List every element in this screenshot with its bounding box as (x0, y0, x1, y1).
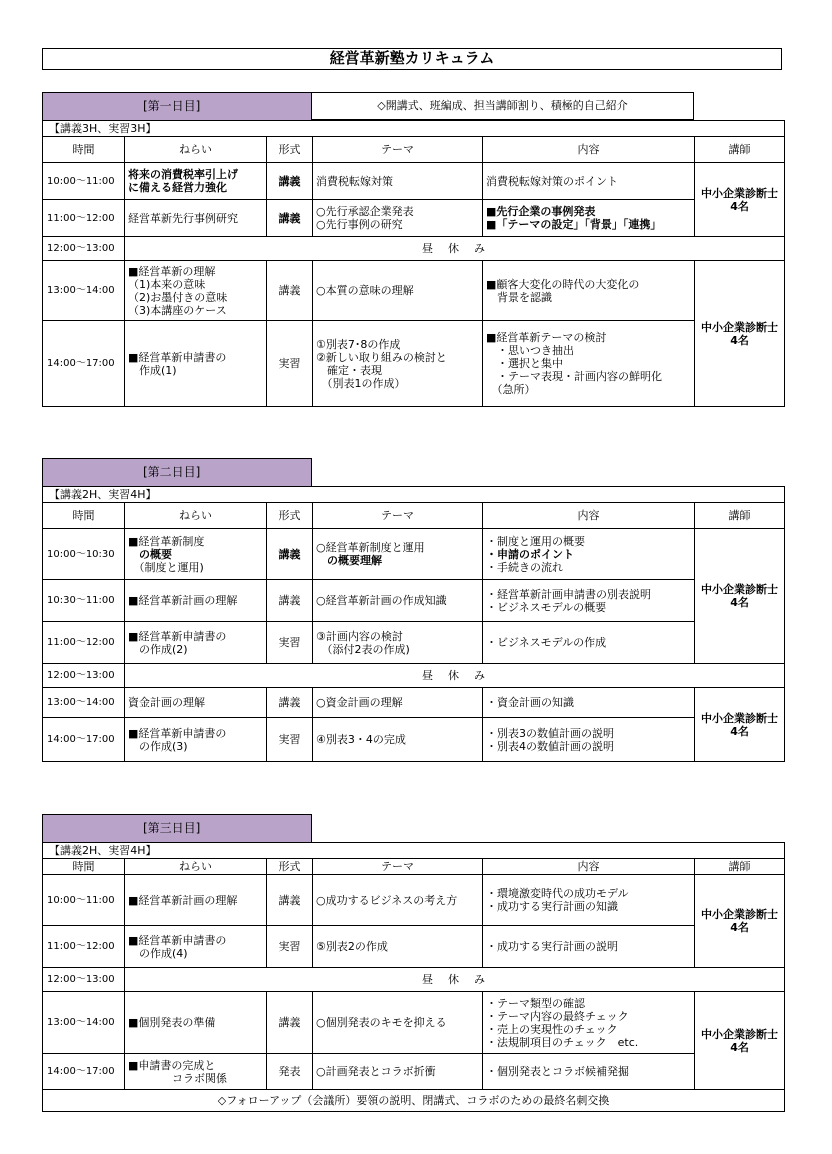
aim-cell: ■経営革新の理解 （1)本来の意味 （2)お墨付きの意味 （3)本講座のケース (125, 261, 267, 321)
table-row (43, 622, 785, 664)
lecturer-cell: 中小企業診断士 4名 (695, 529, 785, 664)
day2-table (42, 486, 785, 762)
table-row (43, 163, 785, 200)
theme-cell: ○成功するビジネスの考え方 (313, 875, 483, 926)
theme-cell: 消費税転嫁対策 (313, 163, 483, 200)
theme-cell: ③計画内容の検討 （添付2表の作成) (313, 622, 483, 664)
header-time: 時間 (43, 137, 125, 163)
time-cell: 11:00～12:00 (43, 200, 125, 237)
format-cell: 講義 (267, 875, 313, 926)
header-time: 時間 (43, 503, 125, 529)
header-theme: テーマ (313, 859, 483, 875)
page-title: 経営革新塾カリキュラム (42, 48, 782, 70)
header-content: 内容 (483, 859, 695, 875)
format-cell: 講義 (267, 580, 313, 622)
table-row (43, 580, 785, 622)
lecturer-cell: 中小企業診断士 4名 (695, 992, 785, 1090)
time-cell: 14:00～17:00 (43, 718, 125, 762)
header-aim: ねらい (125, 137, 267, 163)
theme-cell: ○資金計画の理解 (313, 688, 483, 718)
time-cell: 11:00～12:00 (43, 926, 125, 968)
format-cell: 実習 (267, 321, 313, 407)
content-cell: ■経営革新テーマの検討 ・思いつき抽出 ・選択と集中 ・テーマ表現・計画内容の鮮明化 （急所） (483, 321, 695, 407)
table-row (43, 875, 785, 926)
aim-cell: ■経営革新計画の理解 (125, 875, 267, 926)
aim-cell: ■経営革新申請書の の作成(2) (125, 622, 267, 664)
aim-cell: ■個別発表の準備 (125, 992, 267, 1054)
time-cell: 13:00～14:00 (43, 688, 125, 718)
aim-cell: ■経営革新制度 の概要 （制度と運用) (125, 529, 267, 580)
day1-label: [第一日目] (42, 92, 312, 120)
table-row (43, 688, 785, 718)
table-row (43, 1054, 785, 1090)
aim-cell: ■経営革新申請書の の作成(4) (125, 926, 267, 968)
time-cell: 13:00～14:00 (43, 261, 125, 321)
aim-cell: 資金計画の理解 (125, 688, 267, 718)
time-cell: 10:00～11:00 (43, 875, 125, 926)
table-row (43, 261, 785, 321)
header-time: 時間 (43, 859, 125, 875)
header-content: 内容 (483, 137, 695, 163)
time-cell: 11:00～12:00 (43, 622, 125, 664)
header-lecturer: 講師 (695, 503, 785, 529)
day2-label: [第二日目] (42, 458, 312, 486)
table-row (43, 529, 785, 580)
header-format: 形式 (267, 859, 313, 875)
content-cell: ・別表3の数値計画の説明 ・別表4の数値計画の説明 (483, 718, 695, 762)
format-cell: 実習 (267, 926, 313, 968)
theme-cell: ○本質の意味の理解 (313, 261, 483, 321)
aim-cell: ■経営革新計画の理解 (125, 580, 267, 622)
format-cell: 講義 (267, 529, 313, 580)
lecturer-cell: 中小企業診断士 4名 (695, 688, 785, 762)
header-lecturer: 講師 (695, 137, 785, 163)
content-cell: ■顧客大変化の時代の大変化の 背景を認識 (483, 261, 695, 321)
header-theme: テーマ (313, 137, 483, 163)
format-cell: 講義 (267, 688, 313, 718)
content-cell: ・制度と運用の概要 ・申請のポイント ・手続きの流れ (483, 529, 695, 580)
content-cell: ■先行企業の事例発表 ■「テーマの設定」「背景」「連携」 (483, 200, 695, 237)
lunch-cell: 昼 休 み (125, 664, 785, 688)
time-cell: 12:00～13:00 (43, 664, 125, 688)
format-cell: 実習 (267, 622, 313, 664)
content-cell: ・個別発表とコラボ候補発掘 (483, 1054, 695, 1090)
content-cell: 消費税転嫁対策のポイント (483, 163, 695, 200)
theme-cell: ④別表3・4の完成 (313, 718, 483, 762)
theme-cell: ⑤別表2の作成 (313, 926, 483, 968)
lunch-row (43, 237, 785, 261)
table-row (43, 321, 785, 407)
aim-cell: ■申請書の完成と コラボ関係 (125, 1054, 267, 1090)
time-cell: 10:00～11:00 (43, 163, 125, 200)
format-cell: 講義 (267, 163, 313, 200)
aim-cell: ■経営革新申請書の 作成(1) (125, 321, 267, 407)
header-theme: テーマ (313, 503, 483, 529)
lunch-cell: 昼 休 み (125, 237, 785, 261)
format-cell: 講義 (267, 992, 313, 1054)
header-content: 内容 (483, 503, 695, 529)
lunch-cell: 昼 休 み (125, 968, 785, 992)
time-cell: 10:00～10:30 (43, 529, 125, 580)
header-format: 形式 (267, 137, 313, 163)
header-aim: ねらい (125, 859, 267, 875)
format-cell: 講義 (267, 200, 313, 237)
time-cell: 12:00～13:00 (43, 968, 125, 992)
theme-cell: ○経営革新計画の作成知識 (313, 580, 483, 622)
time-cell: 14:00～17:00 (43, 321, 125, 407)
lunch-row (43, 664, 785, 688)
aim-cell: 経営革新先行事例研究 (125, 200, 267, 237)
content-cell: ・成功する実行計画の説明 (483, 926, 695, 968)
day3-label: [第三日目] (42, 814, 312, 842)
content-cell: ・テーマ類型の確認 ・テーマ内容の最終チェック ・売上の実現性のチェック ・法規制項目のチェック etc. (483, 992, 695, 1054)
content-cell: ・環境激変時代の成功モデル ・成功する実行計画の知識 (483, 875, 695, 926)
aim-cell: ■経営革新申請書の の作成(3) (125, 718, 267, 762)
lecturer-cell: 中小企業診断士 4名 (695, 163, 785, 237)
table-row (43, 926, 785, 968)
time-cell: 10:30～11:00 (43, 580, 125, 622)
format-cell: 講義 (267, 261, 313, 321)
day1-note: ◇開講式、班編成、担当講師割り、積極的自己紹介 (312, 92, 694, 120)
day3-table (42, 842, 785, 1112)
lunch-row (43, 968, 785, 992)
day3-footer: ◇フォローアップ（会議所）要領の説明、閉講式、コラボのための最終名刺交換 (43, 1090, 785, 1112)
format-cell: 発表 (267, 1054, 313, 1090)
header-lecturer: 講師 (695, 859, 785, 875)
content-cell: ・経営革新計画申請書の別表説明 ・ビジネスモデルの概要 (483, 580, 695, 622)
day1-section (42, 92, 784, 407)
theme-cell: ○先行承認企業発表 ○先行事例の研究 (313, 200, 483, 237)
time-cell: 14:00～17:00 (43, 1054, 125, 1090)
table-row (43, 718, 785, 762)
theme-cell: ○経営革新制度と運用 の概要理解 (313, 529, 483, 580)
day1-table (42, 120, 785, 407)
theme-cell: ①別表7･8の作成 ②新しい取り組みの検討と 確定・表現 （別表1の作成） (313, 321, 483, 407)
time-cell: 12:00～13:00 (43, 237, 125, 261)
format-cell: 実習 (267, 718, 313, 762)
header-aim: ねらい (125, 503, 267, 529)
content-cell: ・資金計画の知識 (483, 688, 695, 718)
day3-hours: 【講義2H、実習4H】 (43, 843, 785, 859)
header-format: 形式 (267, 503, 313, 529)
content-cell: ・ビジネスモデルの作成 (483, 622, 695, 664)
table-row (43, 992, 785, 1054)
day2-hours: 【講義2H、実習4H】 (43, 487, 785, 503)
day2-section (42, 458, 784, 762)
day3-section (42, 814, 784, 1112)
aim-cell: 将来の消費税率引上げ に備える経営力強化 (125, 163, 267, 200)
lecturer-cell: 中小企業診断士 4名 (695, 875, 785, 968)
day1-hours: 【講義3H、実習3H】 (43, 121, 785, 137)
time-cell: 13:00～14:00 (43, 992, 125, 1054)
table-row (43, 200, 785, 237)
theme-cell: ○計画発表とコラボ折衝 (313, 1054, 483, 1090)
theme-cell: ○個別発表のキモを抑える (313, 992, 483, 1054)
lecturer-cell: 中小企業診断士 4名 (695, 261, 785, 407)
